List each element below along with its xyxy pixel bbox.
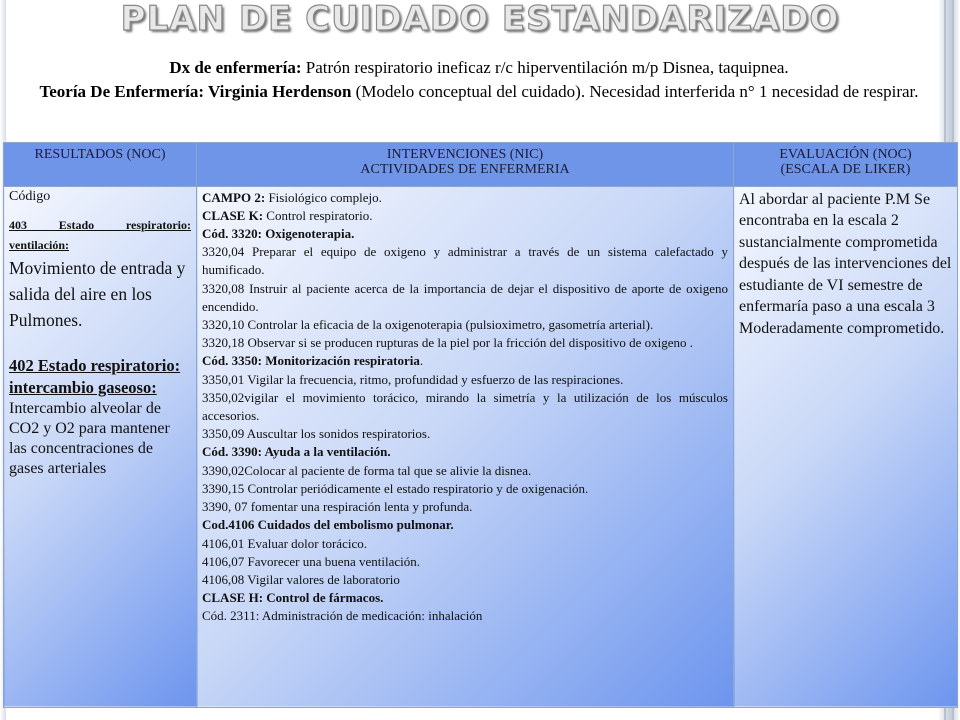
dx-label: Dx de enfermería: — [169, 58, 302, 77]
nic-activity-item — [202, 334, 728, 352]
noc-402-title: 402 Estado respiratorio: intercambio gaseoso: — [9, 355, 181, 397]
nic-activity-text: 4106,01 Evaluar dolor torácico. — [202, 535, 367, 551]
nic-activity-text: 4106,07 Favorecer una buena ventilación. — [202, 553, 421, 569]
nic-activity-text: 3320,08 Instruir al paciente acerca de la importancia de dejar el dispositivo de aporte de oxigeno encendido. — [202, 280, 728, 314]
nic-activity-item — [202, 352, 728, 370]
nic-activity-item — [202, 443, 728, 461]
intervenciones-cell — [197, 186, 734, 707]
nic-activity-item — [202, 589, 728, 607]
nic-activity-text: Control respiratorio. — [263, 207, 373, 223]
header-intervenciones-line2: ACTIVIDADES DE ENFERMERIA — [360, 162, 570, 177]
nic-activity-bold: Cód. 3390: Ayuda a la ventilación. — [202, 444, 391, 460]
nic-activity-item — [202, 498, 728, 516]
nic-activity-text: 3320,04 Preparar el equipo de oxigeno y administrar a través de un sistema calefactado y humificado. — [202, 244, 728, 278]
nic-activity-bold: Cód. 3350: Monitorización respiratoria — [202, 353, 420, 369]
nic-activity-bold: CAMPO 2: — [202, 189, 266, 205]
nic-activity-text: 4106,08 Vigilar valores de laboratorio — [202, 571, 400, 587]
nic-activity-text: 3350,02vigilar el movimiento torácico, mirando la simetría y la utilización de los músculos accesorios. — [202, 389, 728, 424]
nic-activity-item — [202, 225, 728, 243]
nic-activity-item — [202, 535, 728, 553]
nic-activity-item — [202, 425, 728, 443]
nic-activity-item — [202, 316, 728, 334]
header-evaluacion — [734, 143, 958, 187]
nic-activity-item — [202, 480, 728, 498]
evaluacion-text: Al abordar al paciente P.M Se encontraba en la escala 2 sustancialmente comprometida después de las intervenciones del estudiante de VI semestre de enfermaría paso a una escala 3 Moderadamente comprometido. — [739, 190, 952, 337]
nic-activity-text: 3350,01 Vigilar la frecuencia, ritmo, profundidad y esfuerzo de las respiraciones. — [202, 371, 624, 387]
teoria-line — [14, 80, 944, 104]
resultados-cell — [4, 186, 197, 707]
nic-activity-text: 3350,09 Auscultar los sonidos respiratorios. — [202, 426, 431, 442]
header-evaluacion-line2: (ESCALA DE LIKER) — [780, 162, 911, 177]
nic-activity-bold: Cód. 3320: Oxigenoterapia. — [202, 226, 355, 242]
nic-activity-bold: Cod.4106 Cuidados del embolismo pulmonar. — [202, 517, 454, 533]
teoria-text: (Modelo conceptual del cuidado). Necesidad interferida n° 1 necesidad de respirar. — [351, 82, 919, 101]
nic-activity-item — [202, 516, 728, 534]
nic-activity-list — [202, 189, 728, 626]
nic-activity-item — [202, 207, 728, 225]
nic-activity-item — [202, 243, 728, 279]
table-header-row — [4, 143, 958, 187]
nic-activity-text: 3320,10 Controlar la eficacia de la oxigenoterapia (pulsioximetro, gasometría arterial). — [202, 317, 654, 333]
nic-activity-text: 3390,02Colocar al paciente de forma tal que se alivie la disnea. — [202, 462, 532, 478]
care-plan-table — [3, 142, 958, 708]
dx-line — [14, 56, 944, 80]
noc-403-text: Movimiento de entrada y salida del aire en los Pulmones. — [9, 257, 186, 330]
evaluacion-cell — [734, 186, 958, 707]
header-intervenciones — [197, 143, 734, 187]
nic-activity-text: Cód. 2311: Administración de medicación: inhalación — [202, 608, 483, 624]
header-evaluacion-line1: EVALUACIÓN (NOC) — [779, 147, 912, 162]
table-row — [4, 186, 958, 707]
nic-activity-item — [202, 571, 728, 589]
nic-activity-item — [202, 280, 728, 316]
diagnosis-header — [14, 56, 944, 104]
header-resultados-label: RESULTADOS (NOC) — [34, 147, 166, 162]
header-intervenciones-line1: INTERVENCIONES (NIC) — [386, 147, 544, 162]
nic-activity-bold: CLASE K: — [202, 207, 264, 223]
noc-403-title: 403 Estado respiratorio: ventilación: — [9, 217, 191, 252]
nic-activity-item — [202, 553, 728, 571]
nic-activity-text: 3320,18 Observar si se producen rupturas de la piel por la fricción del dispositivo de oxigeno . — [202, 335, 693, 351]
nic-activity-item — [202, 462, 728, 480]
noc-402-text: Intercambio alveolar de CO2 y O2 para mantener las concentraciones de gases arteriales — [9, 399, 170, 477]
nic-activity-text: 3390, 07 fomentar una respiración lenta y profunda. — [202, 499, 473, 515]
nic-activity-bold: CLASE H: Control de fármacos. — [202, 590, 384, 606]
teoria-label: Teoría De Enfermería: Virginia Herdenson — [39, 82, 352, 101]
codigo-label: Código — [9, 188, 51, 204]
nic-activity-item — [202, 607, 728, 625]
nic-activity-item — [202, 389, 728, 425]
header-resultados — [4, 143, 197, 187]
dx-text: Patrón respiratorio ineficaz r/c hiperventilación m/p Disnea, taquipnea. — [301, 58, 789, 77]
page-title: PLAN DE CUIDADO ESTANDARIZADO — [120, 0, 840, 39]
nic-activity-item — [202, 189, 728, 207]
nic-activity-text: 3390,15 Controlar periódicamente el estado respiratorio y de oxigenación. — [202, 480, 589, 496]
nic-activity-item — [202, 371, 728, 389]
nic-activity-text: Fisiológico complejo. — [265, 189, 382, 205]
nic-activity-text: . — [419, 353, 424, 369]
